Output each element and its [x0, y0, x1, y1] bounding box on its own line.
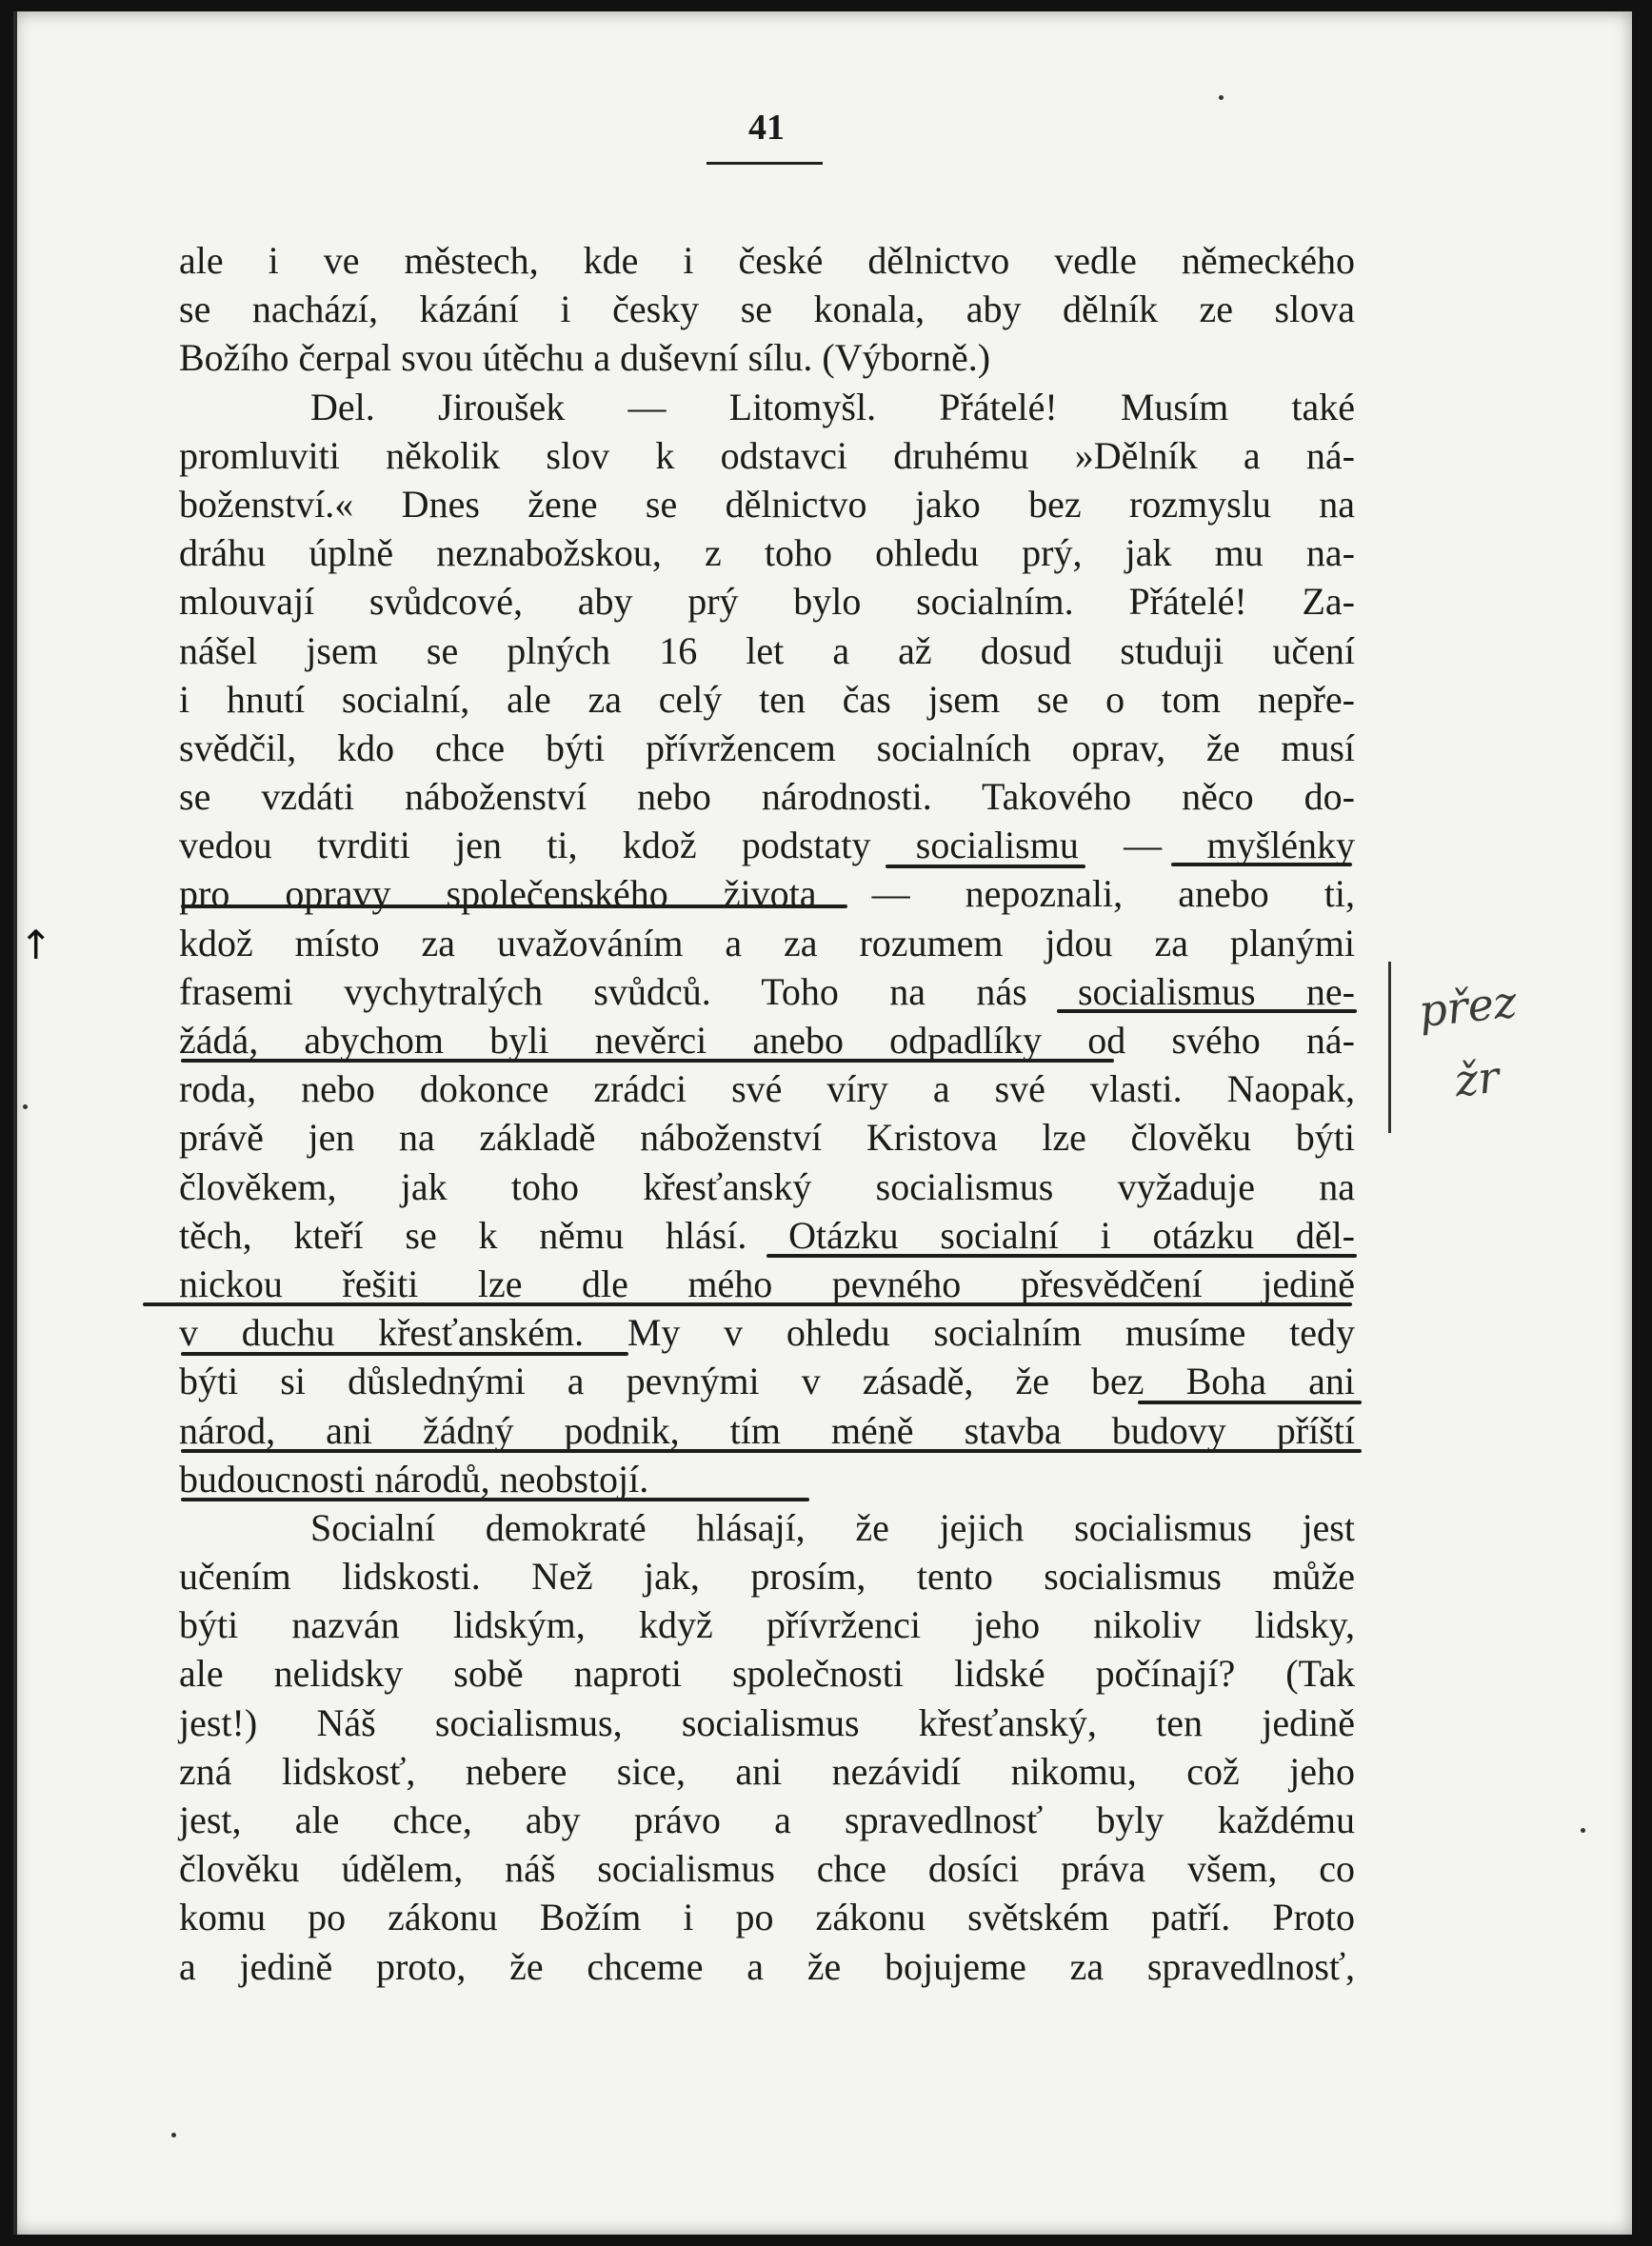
text-line: promluviti několik slov k odstavci druhému »Dělník a ná-	[179, 433, 1355, 477]
text-line: komu po zákonu Božím i po zákonu světském patří. Proto	[179, 1896, 1355, 1939]
text-line: býti nazván lidským, když přívrženci jeho nikoliv lidsky,	[179, 1603, 1355, 1647]
text-line: a jedině proto, že chceme a že bojujeme za spravedlnosť,	[179, 1944, 1355, 1988]
text-line: člověkem, jak toho křesťanský socialismus vyžaduje na	[179, 1164, 1355, 1208]
text-line: svědčil, kdo chce býti přívržencem socialních oprav, že musí	[179, 725, 1355, 769]
text-line: jest!) Náš socialismus, socialismus křesťanský, ten jedině	[179, 1700, 1355, 1744]
text-line: zná lidskosť, nebere sice, ani nezávidí nikomu, což jeho	[179, 1749, 1355, 1793]
text-line: Del. Jiroušek — Litomyšl. Přátelé! Musím také	[310, 385, 1355, 428]
pen-underline	[1171, 863, 1352, 866]
ink-speck	[1219, 95, 1224, 100]
pen-underline	[181, 1352, 628, 1356]
text-line: učením lidskosti. Než jak, prosím, tento socialismus může	[179, 1555, 1355, 1599]
text-line: nickou řešiti lze dle mého pevného přesvědčení jedině	[179, 1262, 1355, 1305]
text-line: ale nelidsky sobě naproti společnosti lidské počínají? (Tak	[179, 1652, 1355, 1696]
ink-speck	[1581, 1828, 1585, 1833]
text-line: kdož místo za uvažováním a za rozumem jdou za planými	[179, 921, 1355, 964]
pen-underline	[181, 1449, 1362, 1453]
text-line: dráhu úplně neznabožskou, z toho ohledu prý, jak mu na-	[179, 531, 1355, 575]
text-line: býti si důslednými a pevnými v zásadě, že bez Boha ani	[179, 1360, 1355, 1403]
page-left-edge	[13, 11, 17, 2235]
pen-underline	[181, 1498, 809, 1501]
text-line: v duchu křesťanském. My v ohledu socialním musíme tedy	[179, 1311, 1355, 1355]
page-number: 41	[748, 108, 785, 148]
text-line: Socialní demokraté hlásají, že jejich socialismus jest	[310, 1505, 1355, 1549]
text-line: budoucnosti národů, neobstojí.	[179, 1457, 649, 1501]
text-line: právě jen na základě náboženství Kristova lze člověku býti	[179, 1116, 1355, 1160]
pen-underline	[181, 904, 847, 908]
text-line: frasemi vychytralých svůdců. Toho na nás socialismus ne-	[179, 969, 1355, 1013]
margin-note: žr	[1452, 1050, 1502, 1107]
text-line: nášel jsem se plných 16 let a až dosud studuji učení	[179, 628, 1355, 672]
arrow-up-icon: ↑	[19, 922, 53, 968]
text-line: se vzdáti náboženství nebo národnosti. Takového něco do-	[179, 775, 1355, 819]
margin-bracket	[1388, 962, 1391, 1133]
text-line: jest, ale chce, aby právo a spravedlnosť byly každému	[179, 1799, 1355, 1841]
pen-underline	[143, 1302, 1352, 1306]
text-line: ale i ve městech, kde i české dělnictvo vedle německého	[179, 239, 1355, 282]
ink-speck	[171, 2133, 176, 2137]
text-line: těch, kteří se k němu hlásí. Otázku socialní i otázku děl-	[179, 1213, 1355, 1257]
text-line: boženství.« Dnes žene se dělnictvo jako bez rozmyslu na	[179, 482, 1355, 526]
pen-underline	[1057, 1009, 1357, 1013]
ink-speck	[23, 1104, 28, 1109]
text-line: i hnutí socialní, ale za celý ten čas jsem se o tom nepře-	[179, 677, 1355, 721]
text-line: vedou tvrditi jen ti, kdož podstaty socialismu — myšlénky	[179, 824, 1355, 867]
text-line: pro opravy společenského života — nepoznali, anebo ti,	[179, 872, 1355, 916]
pen-underline	[766, 1254, 1357, 1258]
margin-note: přez	[1416, 975, 1520, 1038]
pen-underline	[181, 1059, 1114, 1063]
text-line: žádá, abychom byli nevěrci anebo odpadlíky od svého ná-	[179, 1019, 1355, 1062]
pen-underline	[1138, 1401, 1362, 1404]
text-line: národ, ani žádný podnik, tím méně stavba budovy příští	[179, 1408, 1355, 1452]
text-line: roda, nebo dokonce zrádci své víry a své vlasti. Naopak,	[179, 1067, 1355, 1111]
text-line: se nachází, kázání i česky se konala, aby dělník ze slova	[179, 288, 1355, 331]
text-line: Božího čerpal svou útěchu a duševní sílu. (Výborně.)	[179, 336, 991, 380]
page-number-underline	[707, 162, 823, 165]
pen-underline	[886, 865, 1085, 868]
body-text	[179, 236, 1355, 1991]
text-line: mlouvají svůdcové, aby prý bylo socialním. Přátelé! Za-	[179, 580, 1355, 624]
text-line: člověku údělem, náš socialismus chce dosíci práva všem, co	[179, 1847, 1355, 1891]
